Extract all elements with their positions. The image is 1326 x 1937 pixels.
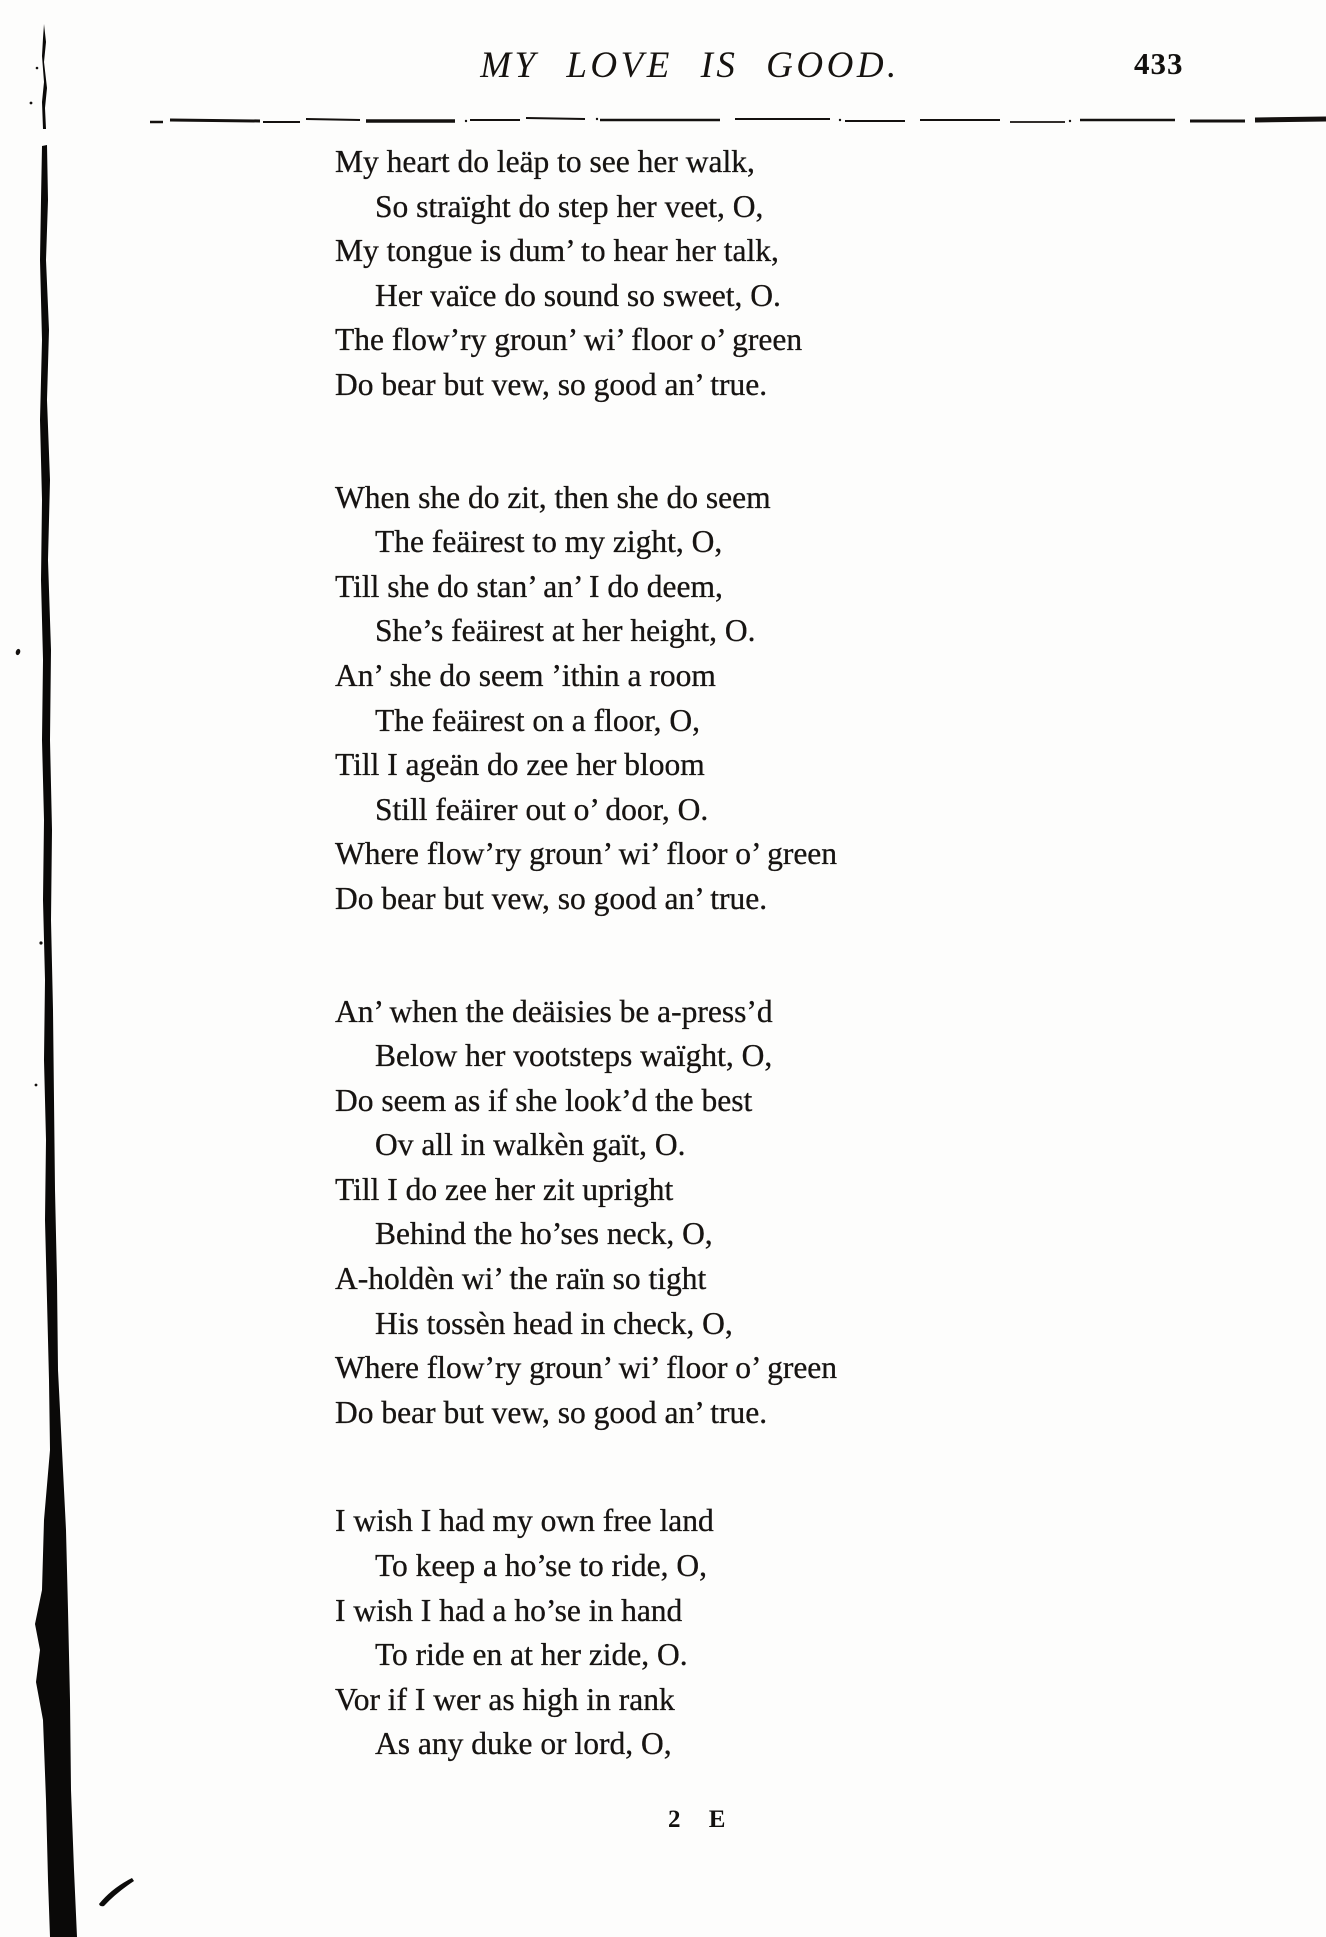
stanza	[335, 1499, 1215, 1767]
header-rule	[150, 118, 1326, 122]
poem-line: Do bear but vew, so good an’ true.	[335, 880, 768, 916]
poem-line: Till she do stan’ an’ I do deem,	[335, 568, 723, 604]
stanza	[335, 990, 1215, 1436]
poem-line: Do bear but vew, so good an’ true.	[335, 366, 768, 402]
ink-speck	[36, 67, 39, 70]
poem-line: Till I do zee her zit upright	[335, 1171, 674, 1207]
poem-line: Where flow’ry groun’ wi’ floor o’ green	[335, 836, 838, 872]
poem-line: Ov all in walkèn gaït, O.	[375, 1127, 686, 1163]
poem-line: Till I ageän do zee her bloom	[335, 747, 705, 783]
poem-line: An’ she do seem ’ithin a room	[335, 657, 716, 693]
poem	[335, 140, 1215, 1835]
poem-line: Her vaïce do sound so sweet, O.	[375, 277, 781, 313]
ink-speck	[15, 648, 21, 655]
page-number: 433	[1134, 46, 1184, 81]
poem-line: The feäirest to my zight, O,	[375, 524, 723, 560]
binding-edge-artifact	[42, 24, 47, 129]
poem-line: An’ when the deäisies be a-press’d	[335, 993, 773, 1029]
poem-line: My heart do leäp to see her walk,	[335, 144, 755, 179]
poem-line: Do seem as if she look’d the best	[335, 1082, 753, 1118]
ink-speck	[35, 1084, 38, 1087]
poem-line: So straïght do step her veet, O,	[375, 188, 764, 224]
ink-speck	[39, 941, 42, 944]
printer-signature: 2 E	[668, 1806, 737, 1833]
page-title: MY LOVE IS GOOD.	[480, 45, 900, 86]
poem-line: I wish I had my own free land	[335, 1503, 714, 1539]
binding-edge-artifact	[35, 145, 77, 1937]
poem-line: Still feäirer out o’ door, O.	[375, 791, 709, 827]
poem-line: To ride en at her zide, O.	[375, 1637, 688, 1673]
poem-line: Where flow’ry groun’ wi’ floor o’ green	[335, 1350, 838, 1386]
stanza	[335, 140, 1215, 408]
poem-line: A-holdèn wi’ the raïn so tight	[335, 1261, 707, 1297]
poem-line: The flow’ry groun’ wi’ floor o’ green	[335, 322, 803, 358]
poem-line: As any duke or lord, O,	[375, 1726, 672, 1762]
poem-line: Behind the ho’ses neck, O,	[375, 1216, 713, 1252]
poem-line: Do bear but vew, so good an’ true.	[335, 1394, 768, 1430]
poem-line: My tongue is dum’ to hear her talk,	[335, 233, 779, 269]
poem-line: To keep a ho’se to ride, O,	[375, 1548, 707, 1584]
poem-line: I wish I had a ho’se in hand	[335, 1592, 683, 1628]
ink-speck	[30, 102, 33, 105]
poem-line: She’s feäirest at her height, O.	[375, 613, 756, 649]
poem-line: When she do zit, then she do seem	[335, 479, 771, 515]
poem-line: Below her vootsteps waïght, O,	[375, 1038, 773, 1074]
pen-mark-artifact	[99, 1878, 134, 1906]
stanza	[335, 476, 1215, 922]
poem-line: The feäirest on a floor, O,	[375, 702, 700, 738]
poem-line: Vor if I wer as high in rank	[335, 1681, 675, 1717]
poem-line: His tossèn head in check, O,	[375, 1305, 733, 1341]
